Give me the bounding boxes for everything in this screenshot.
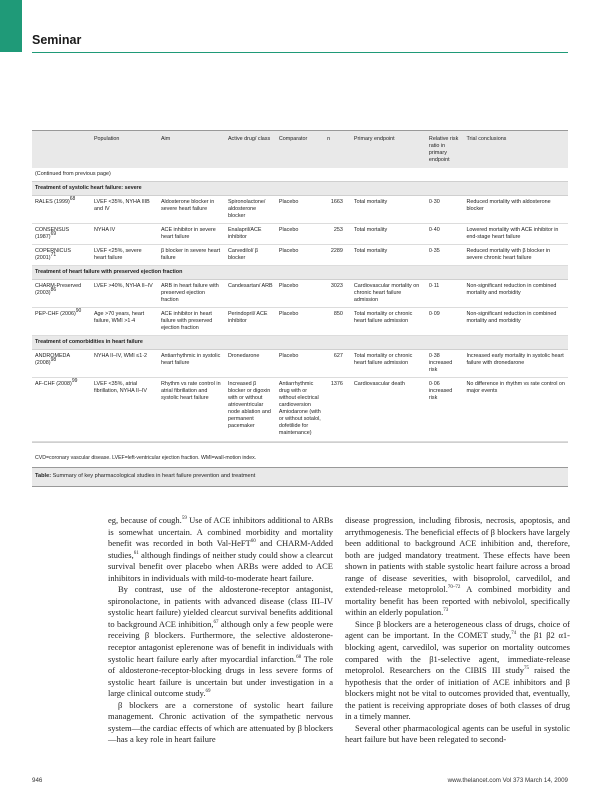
caption-text: Summary of key pharmacological studies in heart failure prevention and treatment [51, 473, 256, 480]
cell-population: LVEF <35%, atrial fibrillation, NYHA II–IV [91, 378, 158, 441]
citation-ref: 68 [296, 654, 302, 660]
citation-ref: 69 [205, 689, 211, 695]
cell-conclusion: Reduced mortality with β blocker in severe chronic heart failure [463, 245, 568, 266]
table-row [32, 224, 568, 245]
body-paragraph: By contrast, use of the aldosterone-receptor antagonist, spironolactone, in patients with advanced disease (class III–IV systolic heart failure) yielded clearcut survival benefits additional to background ACE inhibition,$^{67}$ although only a few people were receiving β blockers. Furthermore, the selective aldosterone-receptor antagonist eplerenone was of benefit in individuals with systolic heart failure early after myocardial infarction.$^{68}$ The role of aldosterone-receptor-blocking drugs in less severe forms of systolic heart failure is uncertain but under investigation in a large clinical outcome study.$^{69}$ [108, 584, 333, 699]
cell-conclusion: Non-significant reduction in combined mortality and morbidity [463, 280, 568, 308]
table-row [32, 196, 568, 224]
cell-endpoint: Cardiovascular death [351, 378, 426, 441]
cell-conclusion: Non-significant reduction in combined mortality and morbidity [463, 308, 568, 336]
cell-rr: 0·11 [426, 280, 464, 308]
cell-study [32, 196, 91, 224]
cell-aim: Aldosterone blocker in severe heart failure [158, 196, 225, 224]
table-row [32, 378, 568, 441]
header-endpoint: Primary endpoint [353, 136, 395, 142]
cell-aim: ARB in heart failure with preserved ejection fraction [158, 280, 225, 308]
cell-n: 1663 [324, 196, 351, 224]
cell-population: Age >70 years, heart failure, WMI >1·4 [91, 308, 158, 336]
study-ref: 90 [75, 308, 82, 315]
study-ref: 98 [50, 357, 57, 364]
studies-table-box [32, 130, 568, 487]
cell-n: 1376 [324, 378, 351, 441]
cell-endpoint: Total mortality or chronic heart failure admission [351, 350, 426, 378]
cell-study [32, 308, 91, 336]
study-name: COPERNICUS (2001) [35, 248, 71, 262]
cell-rr: 0·30 [426, 196, 464, 224]
cell-n: 2289 [324, 245, 351, 266]
study-name: CHARM-Preserved (2003) [35, 283, 82, 297]
cell-comparator: Placebo [276, 224, 324, 245]
citation-ref: 61 [133, 550, 139, 556]
cell-n: 3023 [324, 280, 351, 308]
cell-comparator: Antiarrhythmic drug with or without electrical cardioversion Amiodarone (with or without sotalol, dofetilide for maintenance) [276, 378, 324, 441]
cell-drug: Increased β blocker or digoxin with or without atrioventricular node ablation and permanent pacemaker [225, 378, 276, 441]
page-number: 946 [32, 777, 43, 784]
group-title: Treatment of comorbidities in heart failure [32, 336, 568, 350]
cell-aim: Antiarrhythmic in systolic heart failure [158, 350, 225, 378]
table-group-row [32, 266, 568, 280]
cell-aim: ACE inhibitor in severe heart failure [158, 224, 225, 245]
body-column-left [108, 515, 333, 746]
header-rule [32, 52, 568, 53]
cell-conclusion: Reduced mortality with aldosterone blocker [463, 196, 568, 224]
cell-n: 627 [324, 350, 351, 378]
table-row [32, 350, 568, 378]
study-ref: 69 [50, 231, 57, 238]
citation-ref: 60 [250, 539, 256, 545]
continued-note: (Continued from previous page) [32, 168, 568, 182]
cell-drug: Perindopril/ ACE inhibitor [225, 308, 276, 336]
citation-ref: 75 [523, 666, 529, 672]
cell-study [32, 378, 91, 441]
cell-study [32, 350, 91, 378]
caption-label: Table: [35, 473, 52, 480]
cell-endpoint: Total mortality [351, 224, 426, 245]
table-group-row [32, 182, 568, 196]
table-row [32, 245, 568, 266]
cell-study [32, 280, 91, 308]
cell-comparator: Placebo [276, 280, 324, 308]
study-name: AF-CHF (2008) [35, 381, 72, 388]
cell-rr: 0·35 [426, 245, 464, 266]
cell-conclusion: Increased early mortality in systolic heart failure with dronedarone [463, 350, 568, 378]
study-name: PEP-CHF (2006) [35, 311, 76, 318]
header-conclusions: Trial conclusions [466, 136, 507, 142]
citation-ref: 59 [181, 516, 187, 522]
journal-footer: www.thelancet.com Vol 373 March 14, 2009 [447, 777, 568, 784]
study-name: CONSENSUS (1987) [35, 227, 70, 241]
cell-n: 850 [324, 308, 351, 336]
cell-drug: Dronedarone [225, 350, 276, 378]
group-title: Treatment of heart failure with preserved ejection fraction [32, 266, 568, 280]
cell-comparator: Placebo [276, 308, 324, 336]
header-population: Population [93, 136, 120, 142]
cell-conclusion: Lowered mortality with ACE inhibitor in end-stage heart failure [463, 224, 568, 245]
cell-aim: β blocker in severe heart failure [158, 245, 225, 266]
study-ref: 71 [50, 252, 57, 259]
section-color-bar [0, 0, 22, 52]
body-paragraph: disease progression, including fibrosis, necrosis, apoptosis, and arrythmogenesis. The beneficial effects of β blockers have largely been additional to background ACE inhibition and, therefore, both are judged mandatory treatment. These effects have been shown in patients with stable systolic heart failure across a broad range of disease severities, with bisoprolol, carvedilol, and extended-release metoprolol.$^{70-72}$ A combined morbidity and mortality benefit has been reported with nebivolol, specifically within an elderly population.$^{73}$ [345, 515, 570, 618]
table-caption [32, 467, 568, 485]
cell-population: NYHA II–IV, WMI ≤1·2 [91, 350, 158, 378]
cell-population: LVEF <25%, severe heart failure [91, 245, 158, 266]
group-title: Treatment of systolic heart failure: severe [32, 182, 568, 196]
header-study [32, 131, 91, 168]
header-aim: Aim [160, 136, 171, 142]
cell-rr: 0·09 [426, 308, 464, 336]
cell-drug: Carvedilol/ β blocker [225, 245, 276, 266]
cell-comparator: Placebo [276, 245, 324, 266]
table-group-row [32, 336, 568, 350]
body-paragraph: eg, because of cough.$^{59}$ Use of ACE inhibitors additional to ARBs is somewhat uncertain. A combined morbidity and mortality benefit was recorded in both Val-HeFT$^{60}$ and CHARM-Added studies,$^{61}$ although findings of neither study could show a clearcut survival benefit over placebo when ARBs were added to ACE inhibitors in individuals with mild-to-moderate heart failure. [108, 515, 333, 583]
continued-row [32, 168, 568, 182]
table-header-row [32, 131, 568, 168]
cell-population: NYHA IV [91, 224, 158, 245]
table-footnote: CVD=coronary vascular disease. LVEF=left-ventricular ejection fraction. WMI=wall-motion index. [32, 442, 568, 468]
header-rr: Relative risk ratio in primary endpoint [428, 136, 459, 164]
studies-table [32, 131, 568, 442]
cell-comparator: Placebo [276, 196, 324, 224]
cell-drug: Candesartan/ ARB [225, 280, 276, 308]
cell-population: LVEF >40%, NYHA II–IV [91, 280, 158, 308]
cell-comparator: Placebo [276, 350, 324, 378]
study-name: RALES (1999) [35, 199, 70, 206]
cell-n: 253 [324, 224, 351, 245]
table-row [32, 280, 568, 308]
cell-conclusion: No difference in rhythm vs rate control on major events [463, 378, 568, 441]
cell-endpoint: Cardiovascular mortality on chronic heart failure admission [351, 280, 426, 308]
body-paragraph: Since β blockers are a heterogeneous class of drugs, choice of agent can be important. In the COMET study,$^{74}$ the β1 β2 α1-blocking agent, carvedilol, was superior on mortality outcomes compared with the β1-selective agent, immediate-release metoprolol. Researchers on the CIBIS III study$^{75}$ raised the hypothesis that the order of initiation of ACE inhibitors and β blockers might not be vital to outcomes provided that, eventually, the patient is receiving appropriate doses of both classes of drug in a timely manner. [345, 618, 570, 722]
citation-ref: 74 [511, 631, 517, 637]
study-ref: 86 [50, 287, 57, 294]
cell-endpoint: Total mortality [351, 196, 426, 224]
study-ref: 68 [69, 196, 76, 203]
body-column-right [345, 515, 570, 746]
citation-ref: 67 [213, 620, 219, 626]
cell-endpoint: Total mortality [351, 245, 426, 266]
table-row [32, 308, 568, 336]
section-heading: Seminar [32, 33, 82, 47]
header-comparator: Comparator [278, 136, 308, 142]
study-name: ANDROMEDA (2008) [35, 353, 70, 367]
cell-study [32, 245, 91, 266]
cell-rr: 0·40 [426, 224, 464, 245]
study-ref: 99 [71, 378, 78, 385]
cell-drug: Spironolactone/ aldosterone blocker [225, 196, 276, 224]
body-paragraph: β blockers are a cornerstone of systolic heart failure management. Chronic activation of the sympathetic nervous system—the cardiac effects of which are attenuated by β blockers—has a key role in heart failure [108, 699, 333, 745]
cell-population: LVEF <35%, NYHA IIIB and IV [91, 196, 158, 224]
header-drug: Active drug/ class [227, 136, 271, 142]
cell-aim: ACE inhibitor in heart failure with preserved ejection fraction [158, 308, 225, 336]
body-paragraph: Several other pharmacological agents can be useful in systolic heart failure but have been relegated to second- [345, 722, 570, 745]
cell-aim: Rhythm vs rate control in atrial fibrillation and systolic heart failure [158, 378, 225, 441]
cell-endpoint: Total mortality or chronic heart failure admission [351, 308, 426, 336]
cell-rr: 0·06 increased risk [426, 378, 464, 441]
header-n: n [327, 136, 331, 142]
cell-study [32, 224, 91, 245]
cell-rr: 0·38 increased risk [426, 350, 464, 378]
cell-drug: Enalapril/ACE inhibitor [225, 224, 276, 245]
citation-ref: 73 [443, 608, 449, 614]
citation-ref: 70–72 [447, 585, 461, 591]
